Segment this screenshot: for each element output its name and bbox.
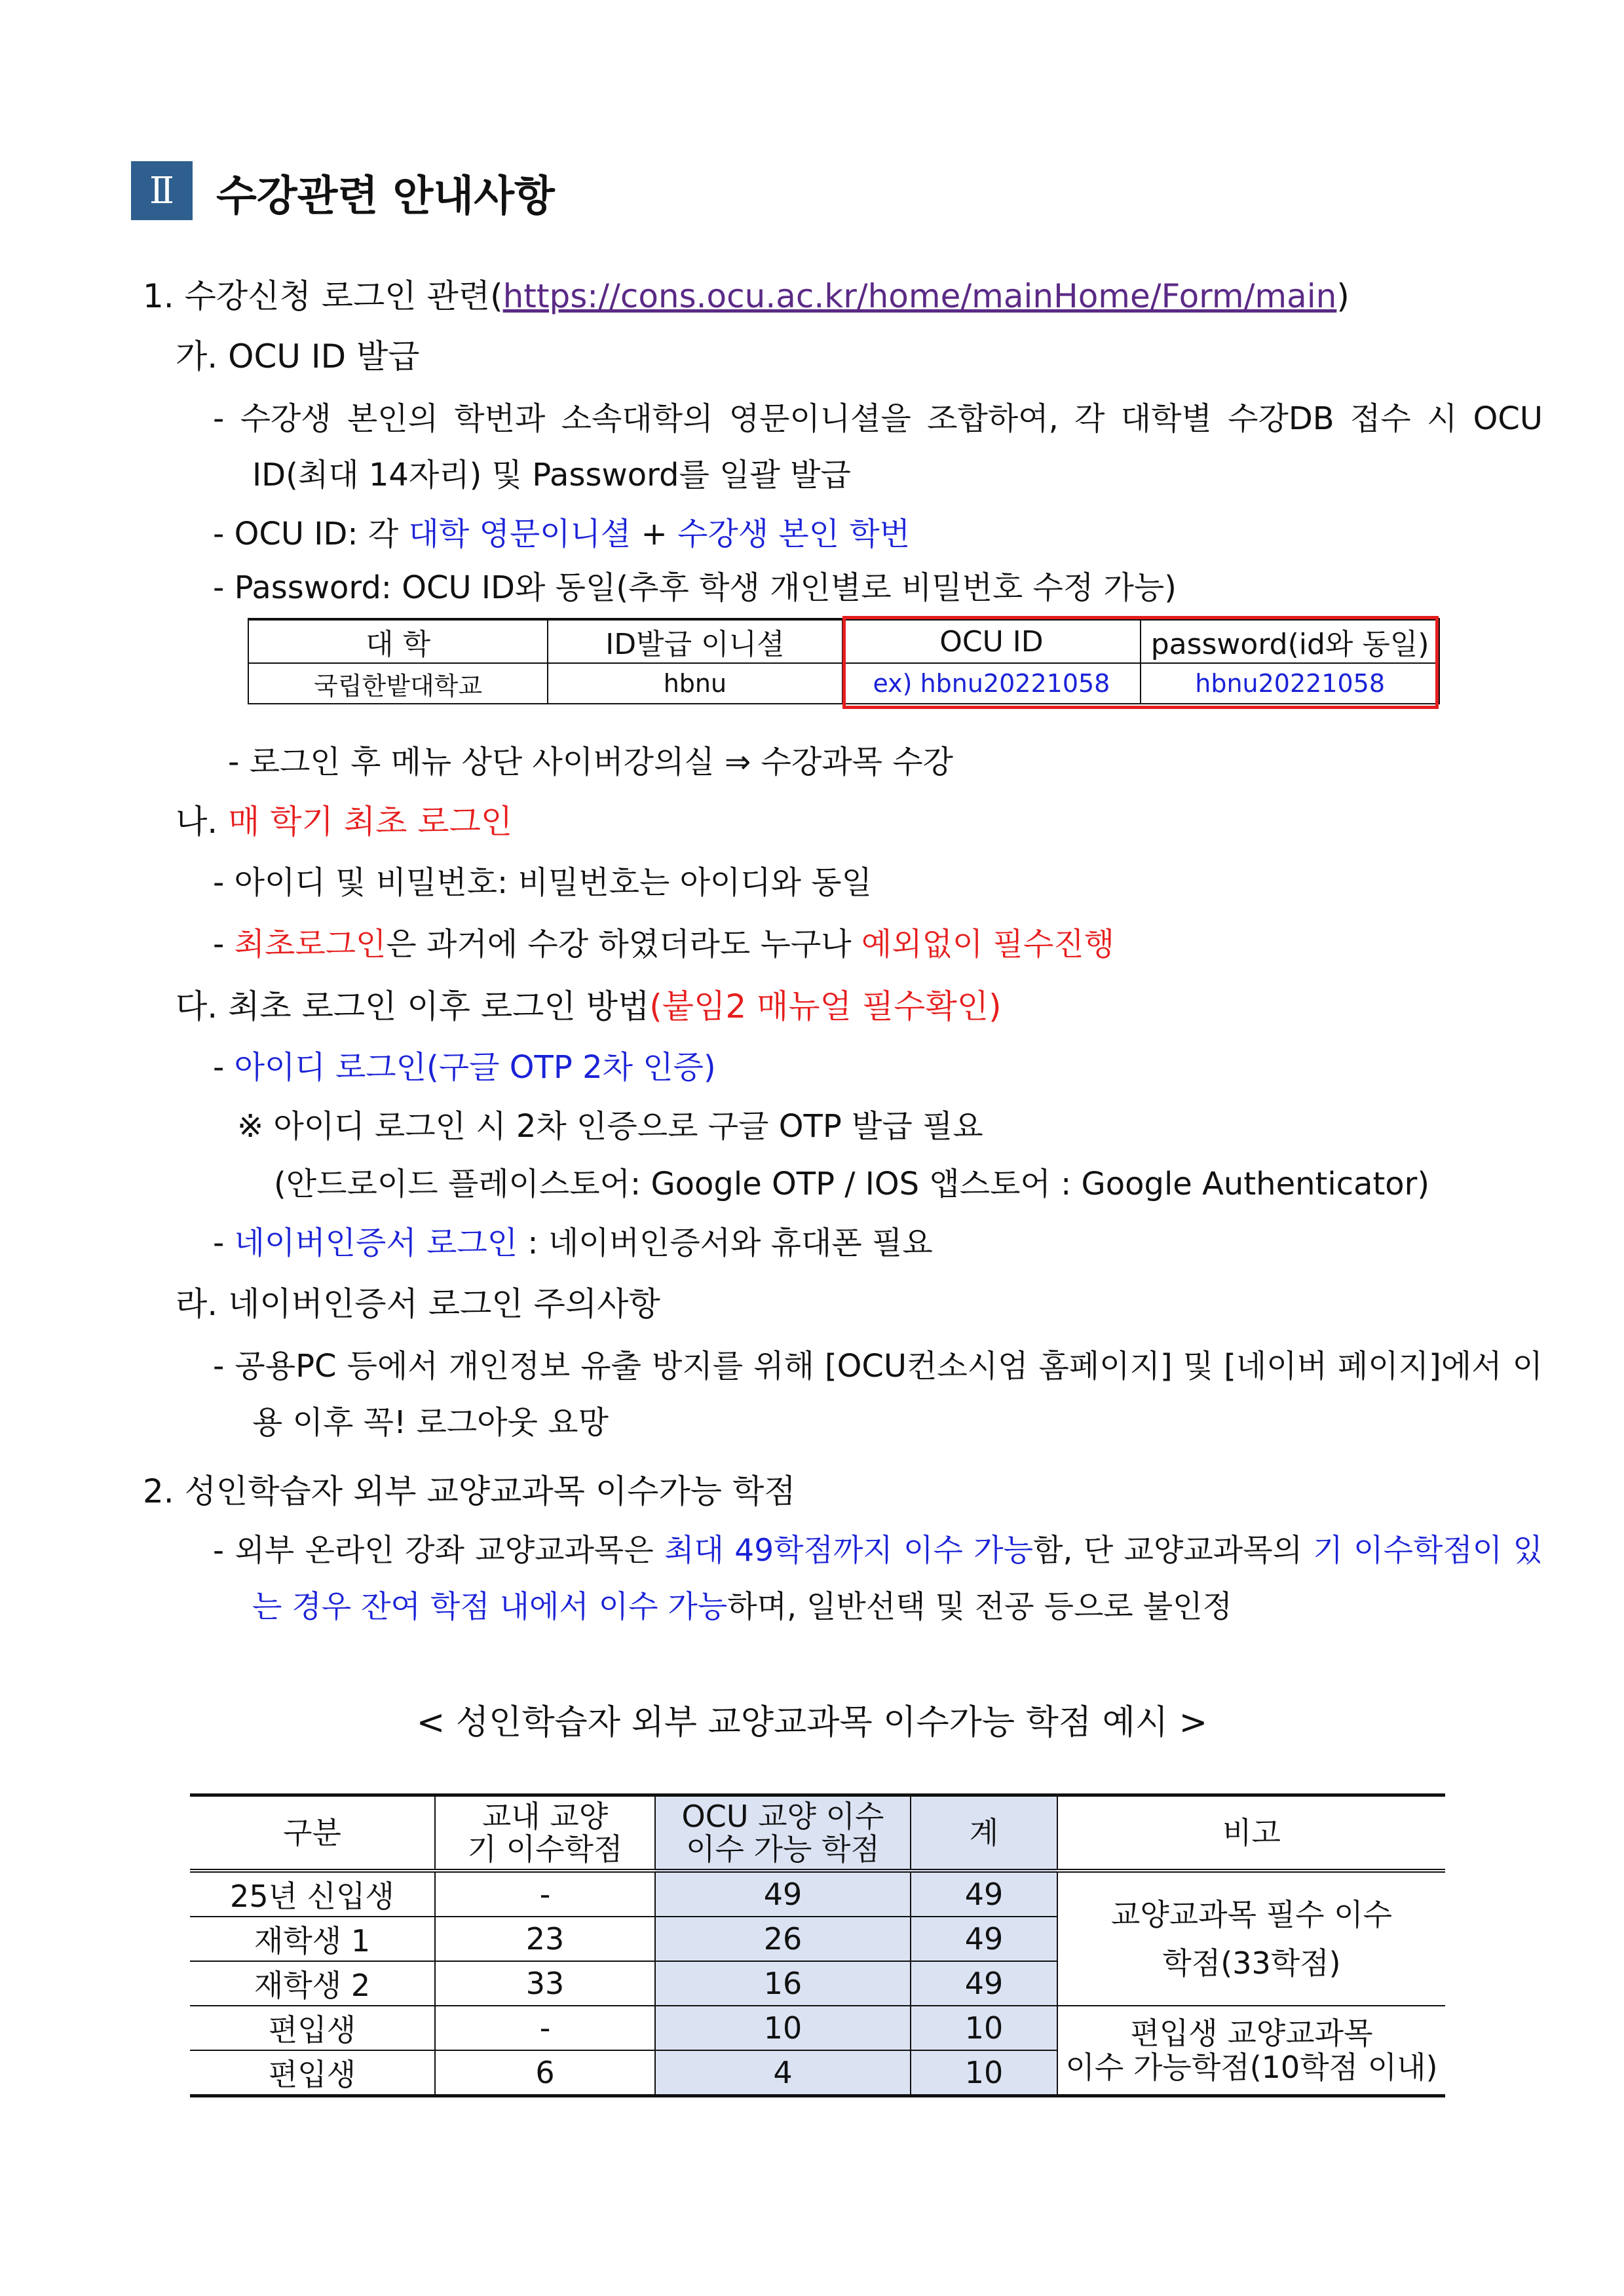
after-login-line: - 로그인 후 메뉴 상단 사이버강의실 ⇒ 수강과목 수강 [228,744,953,780]
section-1-heading-text: 1. 수강신청 로그인 관련 [143,277,491,315]
table-cell: 10 [655,2006,911,2050]
otp-note-apps: (안드로이드 플레이스토어: Google OTP / IOS 앱스토어 : Google Authenticator) [274,1166,1430,1202]
table-remark-cell: 편입생 교양교과목 이수 가능학점(10학점 이내) [1057,2006,1445,2096]
table-header-cell: 계 [911,1795,1057,1871]
table-header-cell: 구분 [190,1795,435,1871]
table-header-row [190,1795,1445,1871]
da-heading-note: (붙임2 매뉴얼 필수확인) [649,987,1002,1025]
s2-para-mid: 함, 단 교양교과목의 [1033,1533,1313,1569]
mandatory-text: 예외없이 필수진행 [861,926,1115,963]
sub-heading-da [176,980,1002,1027]
table-header-cell: 대 학 [248,619,548,663]
table-cell: 23 [435,1917,655,1961]
table-cell: 4 [655,2050,911,2096]
id-login-otp-text: 아이디 로그인(구글 OTP 2차 인증) [234,1049,716,1086]
ocu-id-table [248,618,1440,704]
remaining-credits-text: 기 이수학점이 있는 경우 잔여 학점 내에서 이수 가능 [252,1533,1543,1625]
bullet-dash: - [213,1049,235,1086]
table-remark-cell: 교양교과목 필수 이수 학점(33학점) [1057,1871,1445,2006]
table-cell: 10 [911,2006,1057,2050]
table-cell: 25년 신입생 [190,1871,435,1917]
max-credits-text: 최대 49학점까지 이수 가능 [664,1533,1034,1569]
table-cell: 33 [435,1961,655,2006]
table-cell: 재학생 1 [190,1917,435,1961]
na-bullet-2-mid: 은 과거에 수강 하였더라도 누구나 [386,926,861,963]
ocu-id-student-number: 수강생 본인 학번 [677,516,911,552]
s2-para-start: - 외부 온라인 강좌 교양교과목은 [213,1533,665,1569]
na-heading-text: 매 학기 최초 로그인 [228,803,513,841]
da-heading-text: 다. 최초 로그인 이후 로그인 방법 [176,987,650,1025]
section-1-heading [143,270,1350,317]
table-cell: 국립한밭대학교 [248,663,548,704]
da-bullet-2-rest: : 네이버인증서와 휴대폰 필요 [518,1225,933,1261]
table-row [248,663,1439,704]
page-title: 수강관련 안내사항 [216,172,555,221]
otp-note: ※ 아이디 로그인 시 2차 인증으로 구글 OTP 발급 필요 [237,1108,983,1145]
table-cell: 편입생 [190,2050,435,2096]
table-cell: hbnu [548,663,842,704]
table-cell: 49 [911,1917,1057,1961]
paren-open: ( [490,277,503,315]
ra-paragraph: - 공용PC 등에서 개인정보 유출 방지를 위해 [OCU컨소시엄 홈페이지] 및 [네이버 페이지]에서 이용 이후 꼭! 로그아웃 요망 [213,1348,1543,1441]
na-bullet-1: - 아이디 및 비밀번호: 비밀번호는 아이디와 동일 [213,864,873,901]
table-header-cell: ID발급 이니셜 [548,619,842,663]
na-bullet-2 [213,919,1114,964]
table-cell: 26 [655,1917,911,1961]
table-cell: 49 [911,1961,1057,2006]
table-cell: 16 [655,1961,911,2006]
table-cell: 편입생 [190,2006,435,2050]
first-login-text: 최초로그인 [234,926,387,963]
sub-heading-ga: 가. OCU ID 발급 [176,337,420,375]
table-row [190,2006,1445,2050]
table-cell: 재학생 2 [190,1961,435,2006]
ocu-id-plus: + [631,516,678,552]
table-cell: 49 [911,1871,1057,1917]
section-number-badge: Ⅱ [131,161,193,220]
table-row [190,1871,1445,1917]
s2-para-end: 하며, 일반선택 및 전공 등으로 불인정 [727,1589,1232,1625]
table-cell: 49 [655,1871,911,1917]
na-prefix: 나. [176,803,229,841]
sub-heading-na [176,795,512,843]
ga-paragraph: - 수강생 본인의 학번과 소속대학의 영문이니셜을 조합하여, 각 대학별 수강DB 접수 시 OCU ID(최대 14자리) 및 Password를 일괄 발급 [213,400,1543,493]
table-cell: 6 [435,2050,655,2096]
table-cell: - [435,2006,655,2050]
credit-table-title: < 성인학습자 외부 교양교과목 이수가능 학점 예시 > [416,1703,1208,1742]
naver-cert-login-text: 네이버인증서 로그인 [234,1225,518,1261]
table-cell: - [435,1871,655,1917]
ocu-id-initial: 대학 영문이니셜 [408,516,632,552]
password-line: - Password: OCU ID와 동일(추후 학생 개인별로 비밀번호 수정 가능) [213,569,1177,606]
table-cell: hbnu20221058 [1141,663,1439,704]
ocu-id-line [213,508,910,554]
paren-close: ) [1336,277,1350,315]
table-cell: ex) hbnu20221058 [842,663,1141,704]
section-2-heading: 2. 성인학습자 외부 교양교과목 이수가능 학점 [143,1472,796,1510]
da-bullet-1 [213,1042,716,1087]
sub-heading-ra: 라. 네이버인증서 로그인 주의사항 [176,1285,660,1323]
section-2-paragraph [213,1523,1543,1636]
bullet-dash: - [213,1225,235,1261]
table-header-row [248,619,1439,663]
credit-example-table [190,1793,1445,2097]
da-bullet-2 [213,1217,933,1263]
table-cell: 10 [911,2050,1057,2096]
table-header-cell: OCU 교양 이수 이수 가능 학점 [655,1795,911,1871]
table-header-cell: 비고 [1057,1795,1445,1871]
table-header-cell: password(id와 동일) [1141,619,1439,663]
ocu-id-prefix: - OCU ID: 각 [213,516,409,552]
cons-url-link[interactable]: https://cons.ocu.ac.kr/home/mainHome/Form/main [502,277,1337,315]
table-header-cell: 교내 교양 기 이수학점 [435,1795,655,1871]
table-header-cell: OCU ID [842,619,1141,663]
bullet-dash: - [213,926,235,963]
